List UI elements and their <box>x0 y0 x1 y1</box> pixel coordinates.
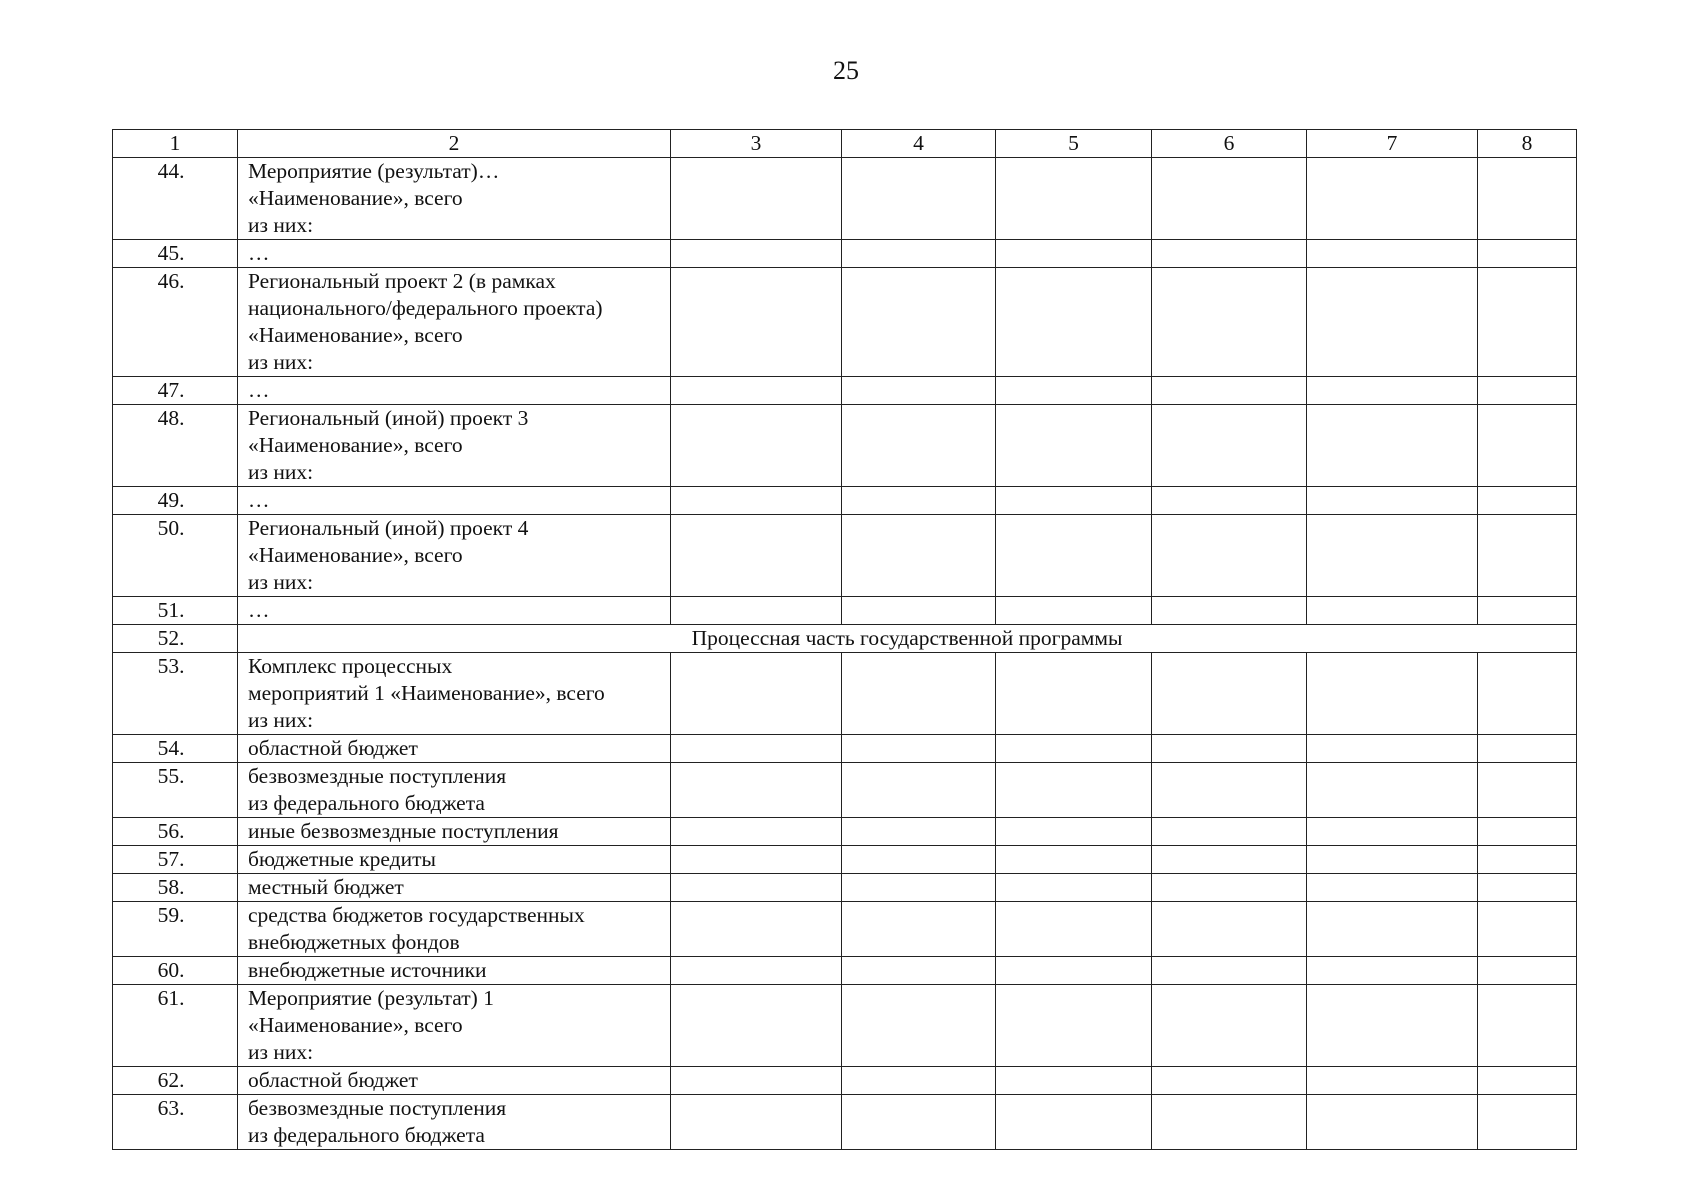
value-cell <box>1307 818 1478 846</box>
value-cell <box>1152 763 1307 818</box>
value-cell <box>671 377 842 405</box>
value-cell <box>842 1067 996 1095</box>
row-description <box>238 818 671 846</box>
row-description <box>238 902 671 957</box>
row-number: 63. <box>113 1095 238 1150</box>
row-number: 52. <box>113 625 238 653</box>
value-cell <box>842 818 996 846</box>
page-number: 25 <box>833 56 859 85</box>
row-number: 50. <box>113 515 238 597</box>
value-cell <box>842 268 996 377</box>
value-cell <box>842 874 996 902</box>
description-line: безвозмездные поступления <box>248 1096 507 1120</box>
table-row <box>113 735 1577 763</box>
value-cell <box>671 874 842 902</box>
value-cell <box>1478 1067 1577 1095</box>
description-line: Комплекс процессных <box>248 654 453 678</box>
row-number: 51. <box>113 597 238 625</box>
value-cell <box>1152 487 1307 515</box>
table-row <box>113 902 1577 957</box>
value-cell <box>842 158 996 240</box>
value-cell <box>1307 1095 1478 1150</box>
value-cell <box>996 985 1152 1067</box>
value-cell <box>1307 240 1478 268</box>
value-cell <box>1307 1067 1478 1095</box>
value-cell <box>1152 1095 1307 1150</box>
description-line: внебюджетные источники <box>248 958 487 982</box>
value-cell <box>671 985 842 1067</box>
value-cell <box>1307 158 1478 240</box>
row-number: 44. <box>113 158 238 240</box>
column-header: 8 <box>1478 130 1577 158</box>
value-cell <box>1307 874 1478 902</box>
value-cell <box>842 487 996 515</box>
value-cell <box>1307 985 1478 1067</box>
value-cell <box>842 1095 996 1150</box>
description-line: из федерального бюджета <box>248 1123 485 1147</box>
value-cell <box>671 846 842 874</box>
row-number: 55. <box>113 763 238 818</box>
value-cell <box>996 1067 1152 1095</box>
description-line: Мероприятие (результат)… <box>248 159 500 183</box>
value-cell <box>996 874 1152 902</box>
value-cell <box>1152 902 1307 957</box>
description-line: областной бюджет <box>248 1068 418 1092</box>
table-row <box>113 405 1577 487</box>
row-description <box>238 763 671 818</box>
row-number: 46. <box>113 268 238 377</box>
value-cell <box>1478 902 1577 957</box>
value-cell <box>842 902 996 957</box>
table-row <box>113 846 1577 874</box>
description-line: местный бюджет <box>248 875 404 899</box>
table-row <box>113 874 1577 902</box>
description-line: … <box>248 241 270 265</box>
description-line: из них: <box>248 460 314 484</box>
budget-table <box>112 129 1577 1150</box>
value-cell <box>996 240 1152 268</box>
value-cell <box>1152 268 1307 377</box>
value-cell <box>671 818 842 846</box>
row-description <box>238 405 671 487</box>
row-number: 54. <box>113 735 238 763</box>
row-number: 48. <box>113 405 238 487</box>
description-line: из них: <box>248 350 314 374</box>
value-cell <box>1152 818 1307 846</box>
table-row <box>113 487 1577 515</box>
table-row <box>113 818 1577 846</box>
value-cell <box>1478 653 1577 735</box>
description-line: областной бюджет <box>248 736 418 760</box>
description-line: безвозмездные поступления <box>248 764 507 788</box>
value-cell <box>1152 515 1307 597</box>
description-line: «Наименование», всего <box>248 433 463 457</box>
value-cell <box>996 653 1152 735</box>
row-description <box>238 735 671 763</box>
table-row <box>113 158 1577 240</box>
value-cell <box>671 902 842 957</box>
column-header: 6 <box>1152 130 1307 158</box>
description-line: «Наименование», всего <box>248 1013 463 1037</box>
value-cell <box>996 735 1152 763</box>
description-line: Региональный (иной) проект 3 <box>248 406 529 430</box>
description-line: Региональный (иной) проект 4 <box>248 516 529 540</box>
description-line: … <box>248 378 270 402</box>
row-number: 57. <box>113 846 238 874</box>
value-cell <box>1478 405 1577 487</box>
value-cell <box>996 405 1152 487</box>
row-description <box>238 515 671 597</box>
table-row <box>113 377 1577 405</box>
row-description <box>238 240 671 268</box>
value-cell <box>671 240 842 268</box>
value-cell <box>1152 158 1307 240</box>
row-description <box>238 597 671 625</box>
value-cell <box>842 515 996 597</box>
value-cell <box>996 957 1152 985</box>
value-cell <box>671 268 842 377</box>
value-cell <box>1307 735 1478 763</box>
value-cell <box>842 653 996 735</box>
value-cell <box>1152 405 1307 487</box>
table-row <box>113 597 1577 625</box>
value-cell <box>1307 902 1478 957</box>
value-cell <box>1307 763 1478 818</box>
column-header: 7 <box>1307 130 1478 158</box>
value-cell <box>996 1095 1152 1150</box>
value-cell <box>1478 240 1577 268</box>
value-cell <box>842 735 996 763</box>
value-cell <box>671 597 842 625</box>
row-description <box>238 985 671 1067</box>
value-cell <box>996 763 1152 818</box>
value-cell <box>1152 985 1307 1067</box>
row-number: 53. <box>113 653 238 735</box>
value-cell <box>671 515 842 597</box>
value-cell <box>1478 846 1577 874</box>
row-description <box>238 377 671 405</box>
value-cell <box>842 985 996 1067</box>
row-number: 61. <box>113 985 238 1067</box>
value-cell <box>1307 653 1478 735</box>
value-cell <box>1152 653 1307 735</box>
description-line: … <box>248 598 270 622</box>
value-cell <box>1478 735 1577 763</box>
value-cell <box>1152 597 1307 625</box>
value-cell <box>842 377 996 405</box>
table-row <box>113 985 1577 1067</box>
row-number: 62. <box>113 1067 238 1095</box>
column-header-row <box>113 130 1577 158</box>
value-cell <box>842 846 996 874</box>
table-row <box>113 957 1577 985</box>
description-line: мероприятий 1 «Наименование», всего <box>248 681 605 705</box>
description-line: средства бюджетов государственных <box>248 903 585 927</box>
description-line: «Наименование», всего <box>248 186 463 210</box>
value-cell <box>1307 377 1478 405</box>
value-cell <box>842 240 996 268</box>
row-description <box>238 957 671 985</box>
value-cell <box>1478 515 1577 597</box>
description-line: внебюджетных фондов <box>248 930 460 954</box>
column-header: 5 <box>996 130 1152 158</box>
value-cell <box>1478 818 1577 846</box>
value-cell <box>1152 377 1307 405</box>
row-number: 47. <box>113 377 238 405</box>
value-cell <box>1307 487 1478 515</box>
value-cell <box>996 377 1152 405</box>
value-cell <box>996 158 1152 240</box>
description-line: из них: <box>248 708 314 732</box>
value-cell <box>1152 957 1307 985</box>
value-cell <box>1152 874 1307 902</box>
value-cell <box>1307 846 1478 874</box>
section-title: Процессная часть государственной программы <box>238 625 1577 653</box>
table-row <box>113 515 1577 597</box>
table-row <box>113 1067 1577 1095</box>
table-row <box>113 653 1577 735</box>
section-row <box>113 625 1577 653</box>
row-description <box>238 268 671 377</box>
row-description <box>238 1095 671 1150</box>
value-cell <box>996 902 1152 957</box>
value-cell <box>842 405 996 487</box>
value-cell <box>1307 515 1478 597</box>
description-line: из них: <box>248 213 314 237</box>
value-cell <box>996 818 1152 846</box>
value-cell <box>1478 957 1577 985</box>
value-cell <box>996 268 1152 377</box>
value-cell <box>1307 597 1478 625</box>
description-line: Региональный проект 2 (в рамках <box>248 269 556 293</box>
value-cell <box>842 957 996 985</box>
value-cell <box>1478 1095 1577 1150</box>
column-header: 3 <box>671 130 842 158</box>
value-cell <box>671 1067 842 1095</box>
value-cell <box>996 846 1152 874</box>
row-description <box>238 158 671 240</box>
value-cell <box>996 487 1152 515</box>
description-line: из федерального бюджета <box>248 791 485 815</box>
value-cell <box>1152 735 1307 763</box>
row-number: 59. <box>113 902 238 957</box>
description-line: бюджетные кредиты <box>248 847 436 871</box>
value-cell <box>1478 268 1577 377</box>
value-cell <box>1307 957 1478 985</box>
description-line: из них: <box>248 1040 314 1064</box>
value-cell <box>671 158 842 240</box>
value-cell <box>996 515 1152 597</box>
table-row <box>113 268 1577 377</box>
value-cell <box>1478 487 1577 515</box>
description-line: иные безвозмездные поступления <box>248 819 559 843</box>
description-line: «Наименование», всего <box>248 543 463 567</box>
value-cell <box>671 653 842 735</box>
column-header: 1 <box>113 130 238 158</box>
column-header: 2 <box>238 130 671 158</box>
value-cell <box>842 597 996 625</box>
value-cell <box>1307 268 1478 377</box>
row-description <box>238 1067 671 1095</box>
value-cell <box>1478 985 1577 1067</box>
description-line: «Наименование», всего <box>248 323 463 347</box>
value-cell <box>671 487 842 515</box>
row-number: 49. <box>113 487 238 515</box>
table-row <box>113 763 1577 818</box>
table-row <box>113 1095 1577 1150</box>
row-description <box>238 653 671 735</box>
value-cell <box>1478 763 1577 818</box>
value-cell <box>842 763 996 818</box>
value-cell <box>671 405 842 487</box>
value-cell <box>671 1095 842 1150</box>
description-line: из них: <box>248 570 314 594</box>
row-description <box>238 874 671 902</box>
value-cell <box>1478 377 1577 405</box>
value-cell <box>996 597 1152 625</box>
column-header: 4 <box>842 130 996 158</box>
value-cell <box>1307 405 1478 487</box>
row-description <box>238 846 671 874</box>
value-cell <box>1478 158 1577 240</box>
value-cell <box>671 735 842 763</box>
value-cell <box>671 957 842 985</box>
row-number: 45. <box>113 240 238 268</box>
row-number: 58. <box>113 874 238 902</box>
row-number: 56. <box>113 818 238 846</box>
value-cell <box>1152 846 1307 874</box>
table-row <box>113 240 1577 268</box>
value-cell <box>1152 1067 1307 1095</box>
description-line: … <box>248 488 270 512</box>
description-line: Мероприятие (результат) 1 <box>248 986 494 1010</box>
value-cell <box>671 763 842 818</box>
value-cell <box>1152 240 1307 268</box>
description-line: национального/федерального проекта) <box>248 296 603 320</box>
row-number: 60. <box>113 957 238 985</box>
row-description <box>238 487 671 515</box>
value-cell <box>1478 874 1577 902</box>
value-cell <box>1478 597 1577 625</box>
